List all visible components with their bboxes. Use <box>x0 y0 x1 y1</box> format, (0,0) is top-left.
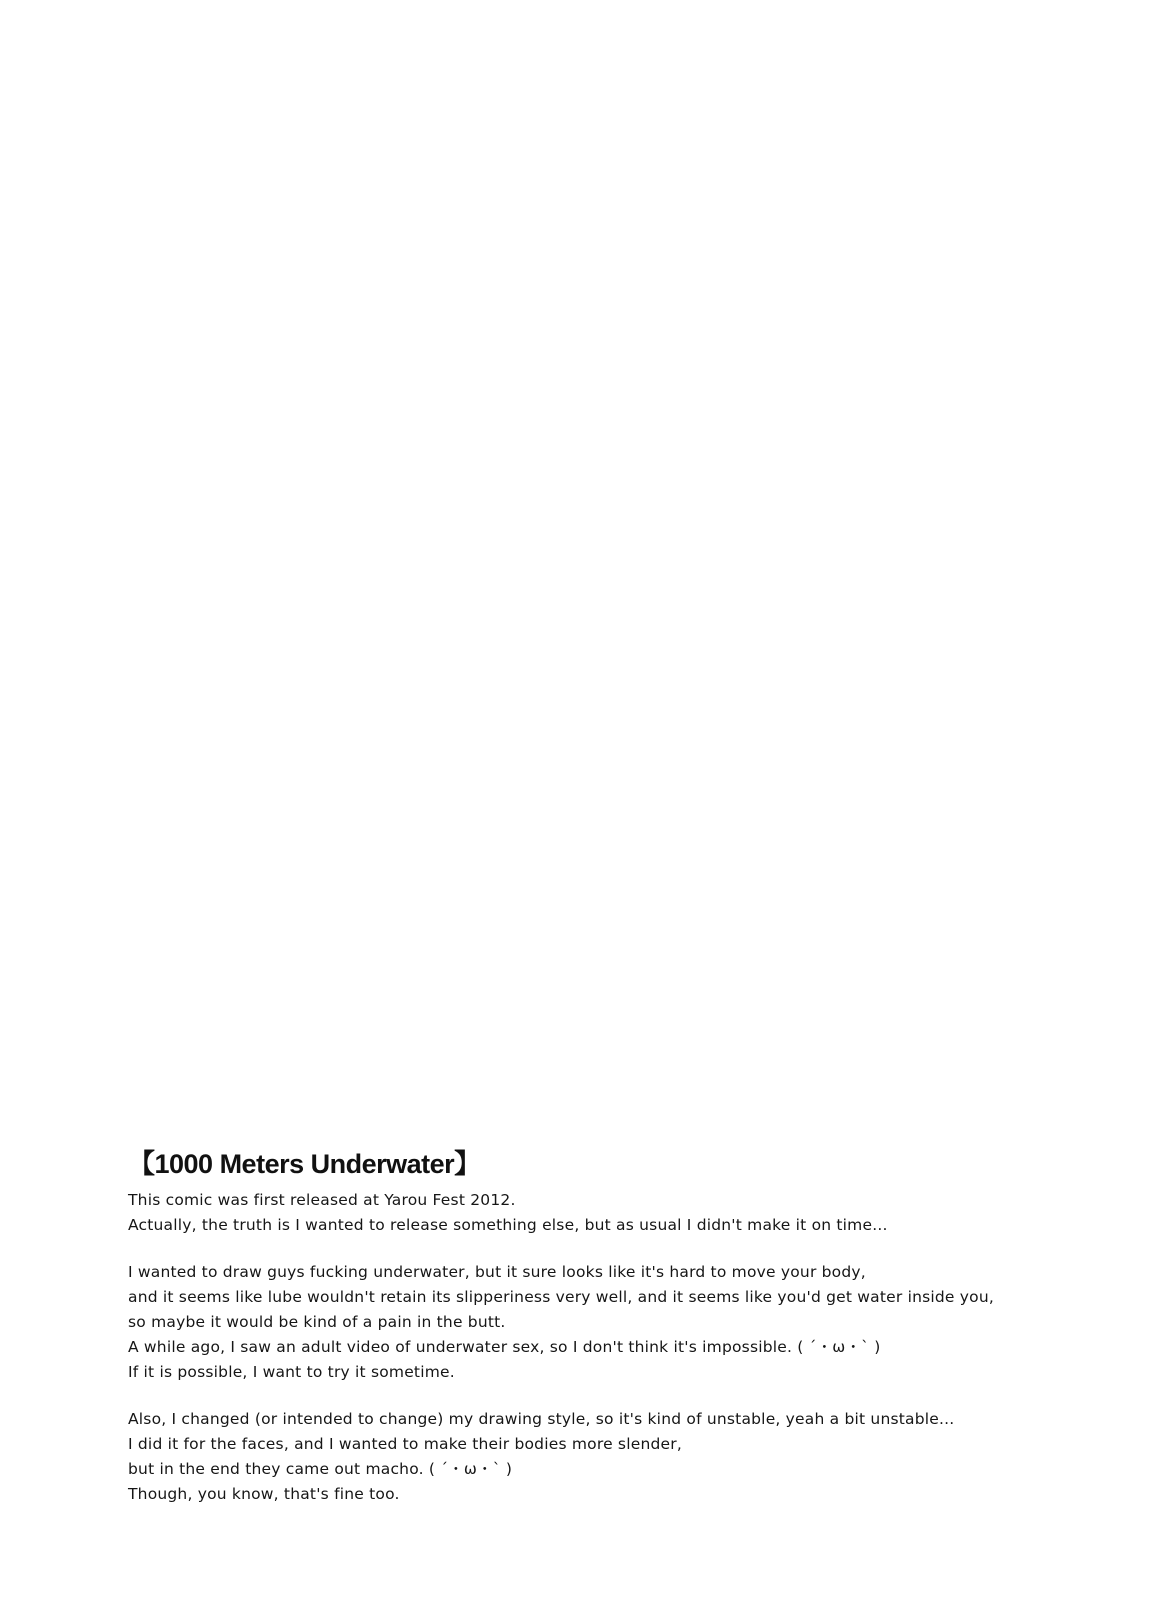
afterword-block <box>128 1150 1028 1507</box>
afterword-title: 【1000 Meters Underwater】 <box>128 1149 481 1179</box>
afterword-line: and it seems like lube wouldn't retain its slipperiness very well, and it seems like you'd get water inside you, <box>128 1287 995 1306</box>
afterword-line: Though, you know, that's fine too. <box>128 1484 400 1503</box>
afterword-line: A while ago, I saw an adult video of underwater sex, so I don't think it's impossible. ( ´・ω・` ) <box>128 1337 881 1356</box>
afterword-line: so maybe it would be kind of a pain in the butt. <box>128 1312 506 1331</box>
afterword-paragraph-underwater-notes <box>128 1260 1028 1385</box>
afterword-paragraph-intro <box>128 1188 1028 1238</box>
afterword-line: Also, I changed (or intended to change) my drawing style, so it's kind of unstable, yeah a bit unstable... <box>128 1409 955 1428</box>
afterword-paragraph-style-notes <box>128 1407 1028 1507</box>
afterword-line: I did it for the faces, and I wanted to make their bodies more slender, <box>128 1434 682 1453</box>
afterword-line: Actually, the truth is I wanted to release something else, but as usual I didn't make it on time... <box>128 1215 888 1234</box>
afterword-line: I wanted to draw guys fucking underwater, but it sure looks like it's hard to move your body, <box>128 1262 866 1281</box>
afterword-line: If it is possible, I want to try it sometime. <box>128 1362 455 1381</box>
afterword-line: but in the end they came out macho. ( ´・ω・` ) <box>128 1459 513 1478</box>
afterword-line: This comic was first released at Yarou Fest 2012. <box>128 1190 516 1209</box>
